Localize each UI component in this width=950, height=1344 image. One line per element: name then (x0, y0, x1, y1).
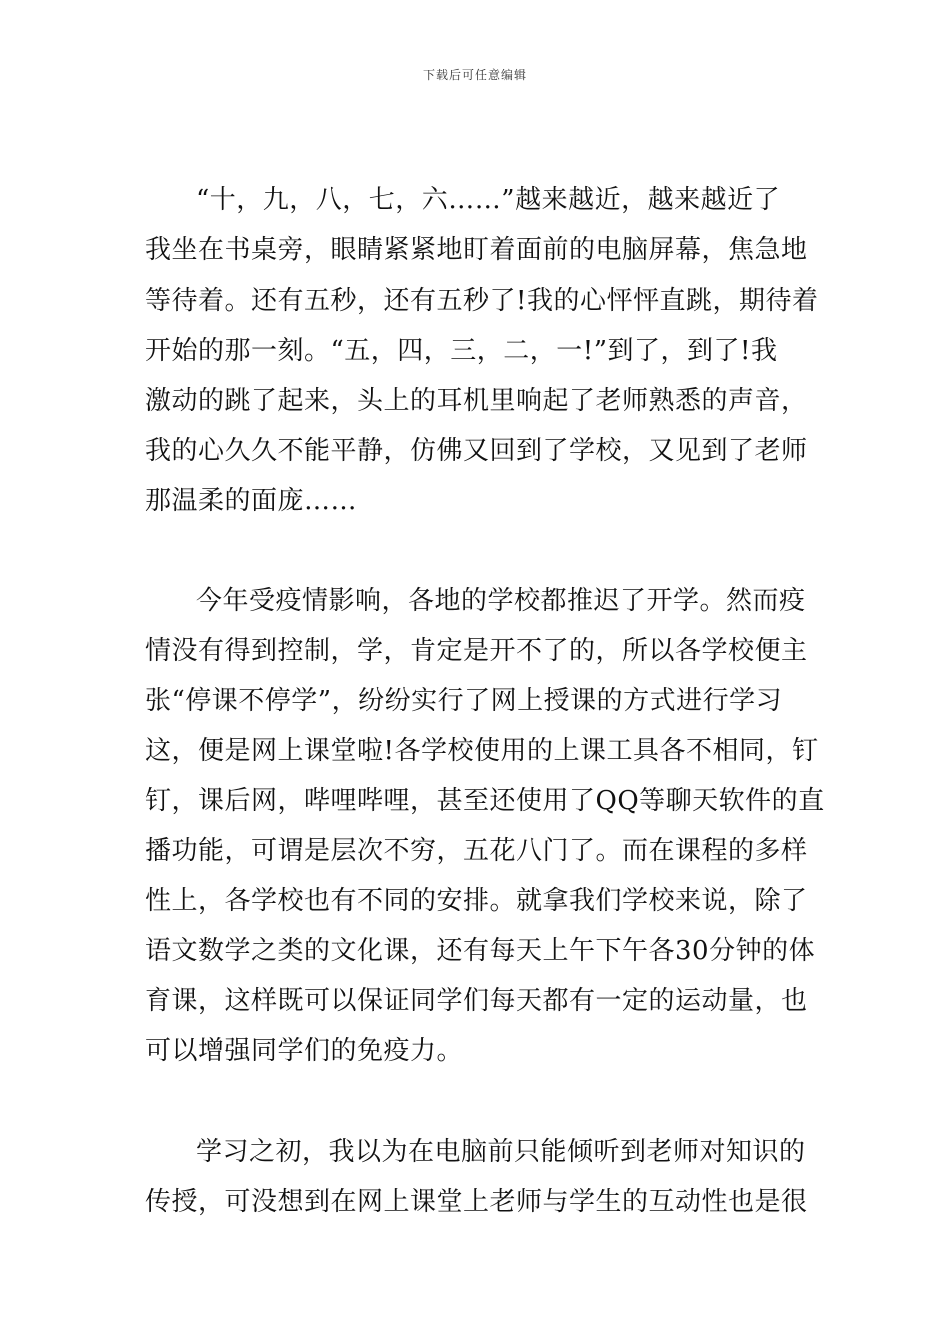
text-line: 播功能，可谓是层次不穷，五花八门了。而在课程的多样 (145, 836, 808, 866)
text-line: 张“停课不停学”，纷纷实行了网上授课的方式进行学习 (145, 686, 783, 716)
text-line: “十，九，八，七，六……”越来越近，越来越近了 (196, 185, 781, 215)
text-line: 等待着。还有五秒，还有五秒了!我的心怦怦直跳，期待着 (145, 286, 819, 316)
text-line: 育课，这样既可以保证同学们每天都有一定的运动量，也 (145, 986, 808, 1016)
text-line: 这，便是网上课堂啦!各学校使用的上课工具各不相同，钉 (145, 736, 819, 766)
text-line: 语文数学之类的文化课，还有每天上午下午各30分钟的体 (145, 936, 816, 966)
text-line: 那温柔的面庞…… (145, 486, 358, 516)
text-line: 激动的跳了起来，头上的耳机里响起了老师熟悉的声音， (145, 386, 808, 416)
text-line: 可以增强同学们的免疫力。 (145, 1036, 464, 1066)
text-line: 今年受疫情影响，各地的学校都推迟了开学。然而疫 (196, 586, 806, 616)
text-line: 传授，可没想到在网上课堂上老师与学生的互动性也是很 (145, 1187, 808, 1217)
text-line: 我坐在书桌旁，眼睛紧紧地盯着面前的电脑屏幕，焦急地 (145, 235, 808, 265)
header-note: 下载后可任意编辑 (422, 68, 527, 82)
text-line: 开始的那一刻。“五，四，三，二，一!”到了，到了!我 (145, 336, 778, 366)
text-line: 情没有得到控制，学，肯定是开不了的，所以各学校便主 (145, 636, 808, 666)
text-line: 学习之初，我以为在电脑前只能倾听到老师对知识的 (196, 1137, 806, 1167)
text-line: 钉，课后网，哔哩哔哩，甚至还使用了QQ等聊天软件的直 (145, 786, 825, 816)
text-line: 性上，各学校也有不同的安排。就拿我们学校来说，除了 (145, 886, 808, 916)
text-line: 我的心久久不能平静，仿佛又回到了学校，又见到了老师 (145, 436, 808, 466)
